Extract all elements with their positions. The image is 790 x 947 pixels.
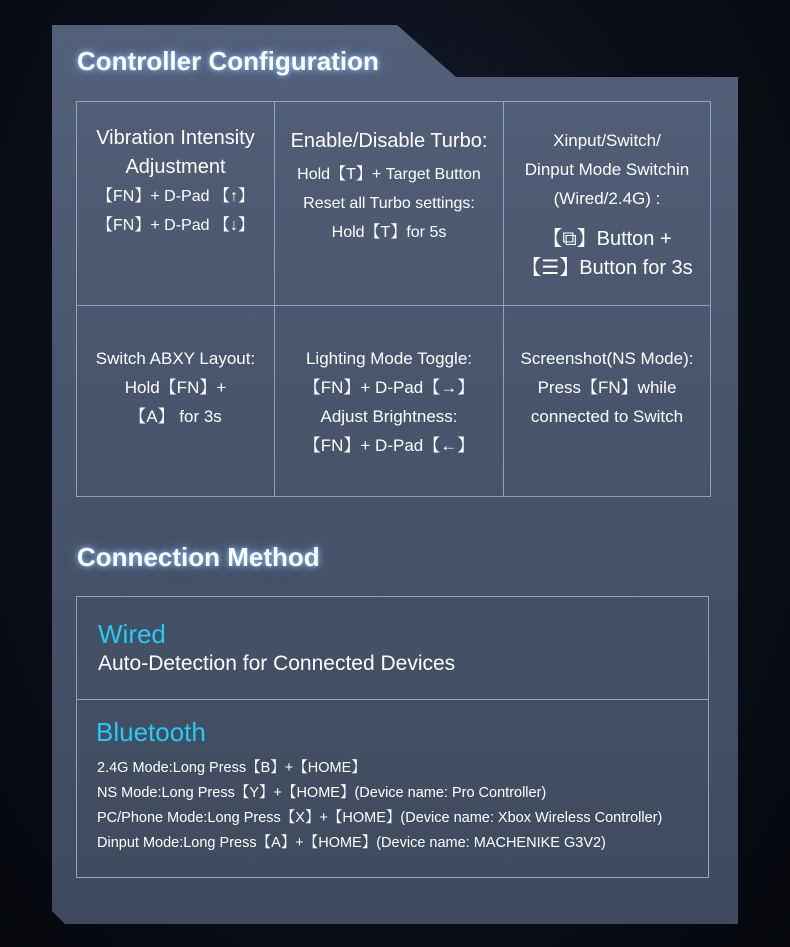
connection-method-box (76, 596, 709, 878)
list-item: PC/Phone Mode:Long Press【X】+【HOME】(Device name: Xbox Wireless Controller) (97, 810, 663, 826)
vibration-title-line-1: Vibration Intensity (96, 127, 255, 149)
list-item: Dinput Mode:Long Press【A】+【HOME】(Device name: MACHENIKE G3V2) (97, 835, 606, 851)
mode-title-line-1: Xinput/Switch/ (553, 131, 661, 150)
cell-turbo (275, 102, 504, 306)
list-item: NS Mode:Long Press【Y】+【HOME】(Device name: Pro Controller) (97, 785, 547, 801)
vibration-line-1: 【FN】+ D-Pad 【↑】 (97, 188, 254, 205)
bluetooth-title: Bluetooth (96, 717, 206, 747)
wired-title: Wired (98, 619, 166, 649)
turbo-line-2: Reset all Turbo settings: (303, 195, 475, 212)
abxy-line-1: Switch ABXY Layout: (95, 349, 256, 368)
lighting-line-1: Lighting Mode Toggle: (305, 349, 473, 368)
wired-description: Auto-Detection for Connected Devices (98, 652, 456, 675)
abxy-line-3: 【A】 for 3s (129, 407, 222, 426)
turbo-title: Enable/Disable Turbo: (290, 130, 488, 152)
mode-line-2: 【☰】Button for 3s (521, 257, 693, 279)
cell-screenshot (504, 306, 710, 496)
mode-title-line-3: (Wired/2.4G) : (553, 189, 661, 208)
mode-title-line-2: Dinput Mode Switchin (524, 160, 690, 179)
lighting-line-4: 【FN】+ D-Pad【←】 (303, 436, 475, 455)
mode-line-1: 【⧉】Button + (542, 228, 672, 250)
cell-mode-switching (504, 102, 710, 306)
abxy-line-2: Hold【FN】+ (124, 378, 227, 397)
connection-divider (77, 699, 708, 700)
mode-button-combo (504, 225, 710, 283)
vibration-line-2: 【FN】+ D-Pad 【↓】 (97, 217, 254, 234)
screenshot-line-1: Screenshot(NS Mode): (520, 349, 694, 368)
vibration-title-line-2: Adjustment (125, 156, 226, 178)
screenshot-line-3: connected to Switch (530, 407, 684, 426)
lighting-line-2: 【FN】+ D-Pad【→】 (303, 378, 475, 397)
cell-vibration-intensity (77, 102, 275, 306)
turbo-line-3: Hold【T】for 5s (331, 224, 447, 241)
list-item: 2.4G Mode:Long Press【B】+【HOME】 (97, 760, 366, 776)
cell-lighting-mode (275, 306, 504, 496)
section-title-controller-configuration: Controller Configuration (77, 46, 379, 76)
lighting-line-3: Adjust Brightness: (320, 407, 458, 426)
screenshot-line-2: Press【FN】while (537, 378, 677, 397)
turbo-line-1: Hold【T】+ Target Button (297, 166, 481, 183)
cell-abxy-layout (77, 306, 275, 496)
section-title-connection-method: Connection Method (77, 542, 320, 572)
configuration-table (76, 101, 711, 497)
bluetooth-mode-list (97, 756, 662, 856)
